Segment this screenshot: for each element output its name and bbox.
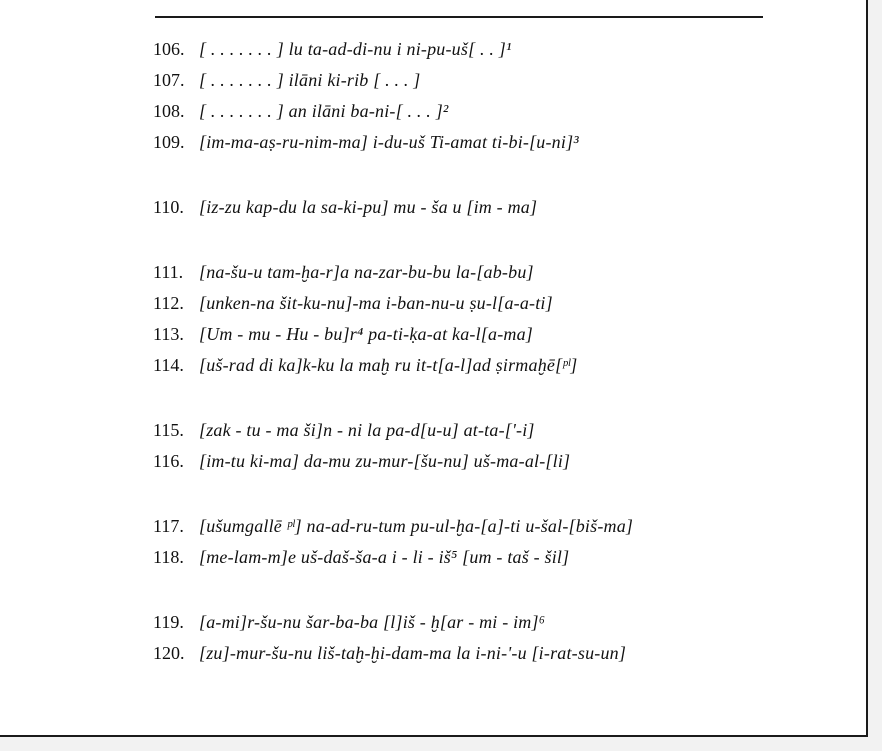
line-text: [ . . . . . . . ] ilāni ki-rib [ . . . ]	[199, 70, 421, 90]
line-number: 113.	[153, 324, 184, 344]
verse-body	[153, 34, 773, 703]
line-text: [ . . . . . . . ] an ilāni ba-ni-[ . . . ]²	[199, 101, 449, 121]
verse-line	[153, 288, 773, 319]
line-number: 110.	[153, 197, 184, 217]
line-number: 108.	[153, 101, 185, 121]
line-text: [iz-zu kap-du la sa-ki-pu] mu - ša u [im - ma]	[199, 197, 538, 217]
verse-line	[153, 319, 773, 350]
verse-line	[153, 446, 773, 477]
line-number: 107.	[153, 70, 185, 90]
line-number: 111.	[153, 262, 184, 282]
verse-line	[153, 350, 773, 381]
line-number: 118.	[153, 547, 184, 567]
line-text: [me-lam-m]e uš-daš-ša-a i - li - iš⁵ [um - taš - šil]	[199, 547, 570, 567]
verse-line	[153, 638, 773, 669]
line-number: 115.	[153, 420, 184, 440]
verse-line	[153, 96, 773, 127]
line-text: [na-šu-u tam-ḫa-r]a na-zar-bu-bu la-[ab-bu]	[199, 262, 534, 282]
verse-line	[153, 415, 773, 446]
verse-line	[153, 34, 773, 65]
line-text: [unken-na šit-ku-nu]-ma i-ban-nu-u ṣu-l[a-a-ti]	[199, 293, 553, 313]
line-number: 114.	[153, 355, 184, 375]
stanza	[153, 34, 773, 158]
line-number: 106.	[153, 39, 185, 59]
line-text: [im-tu ki-ma] da-mu zu-mur-[šu-nu] uš-ma-al-[li]	[199, 451, 571, 471]
line-text: [a-mi]r-šu-nu šar-ba-ba [l]iš - ḫ[ar - mi - im]⁶	[199, 612, 546, 632]
line-number: 112.	[153, 293, 184, 313]
top-rule	[155, 16, 763, 18]
line-number: 116.	[153, 451, 184, 471]
verse-line	[153, 192, 773, 223]
verse-line	[153, 542, 773, 573]
line-text: [ušumgallē ᵖˡ] na-ad-ru-tum pu-ul-ḫa-[a]-ti u-šal-[biš-ma]	[199, 516, 634, 536]
line-number: 120.	[153, 643, 185, 663]
line-number: 117.	[153, 516, 184, 536]
line-text: [zu]-mur-šu-nu liš-taḫ-ḫi-dam-ma la i-ni-'-u [i-rat-su-un]	[199, 643, 627, 663]
line-text: [Um - mu - Hu - bu]r⁴ pa-ti-ḳa-at ka-l[a-ma]	[199, 324, 534, 344]
verse-line	[153, 127, 773, 158]
line-text: [ . . . . . . . ] lu ta-ad-di-nu i ni-pu-uš[ . . ]¹	[199, 39, 512, 59]
verse-line	[153, 65, 773, 96]
line-number: 119.	[153, 612, 184, 632]
verse-line	[153, 257, 773, 288]
stanza	[153, 192, 773, 223]
line-text: [im-ma-aṣ-ru-nim-ma] i-du-uš Ti-amat ti-bi-[u-ni]³	[199, 132, 579, 152]
line-text: [uš-rad di ka]k-ku la maḫ ru it-t[a-l]ad ṣirmaḫē[ᵖˡ]	[199, 355, 578, 375]
stanza	[153, 257, 773, 381]
line-text: [zak - tu - ma ši]n - ni la pa-d[u-u] at-ta-['-i]	[199, 420, 535, 440]
stanza	[153, 607, 773, 669]
line-number: 109.	[153, 132, 185, 152]
verse-line	[153, 511, 773, 542]
stanza	[153, 511, 773, 573]
stanza	[153, 415, 773, 477]
verse-line	[153, 607, 773, 638]
